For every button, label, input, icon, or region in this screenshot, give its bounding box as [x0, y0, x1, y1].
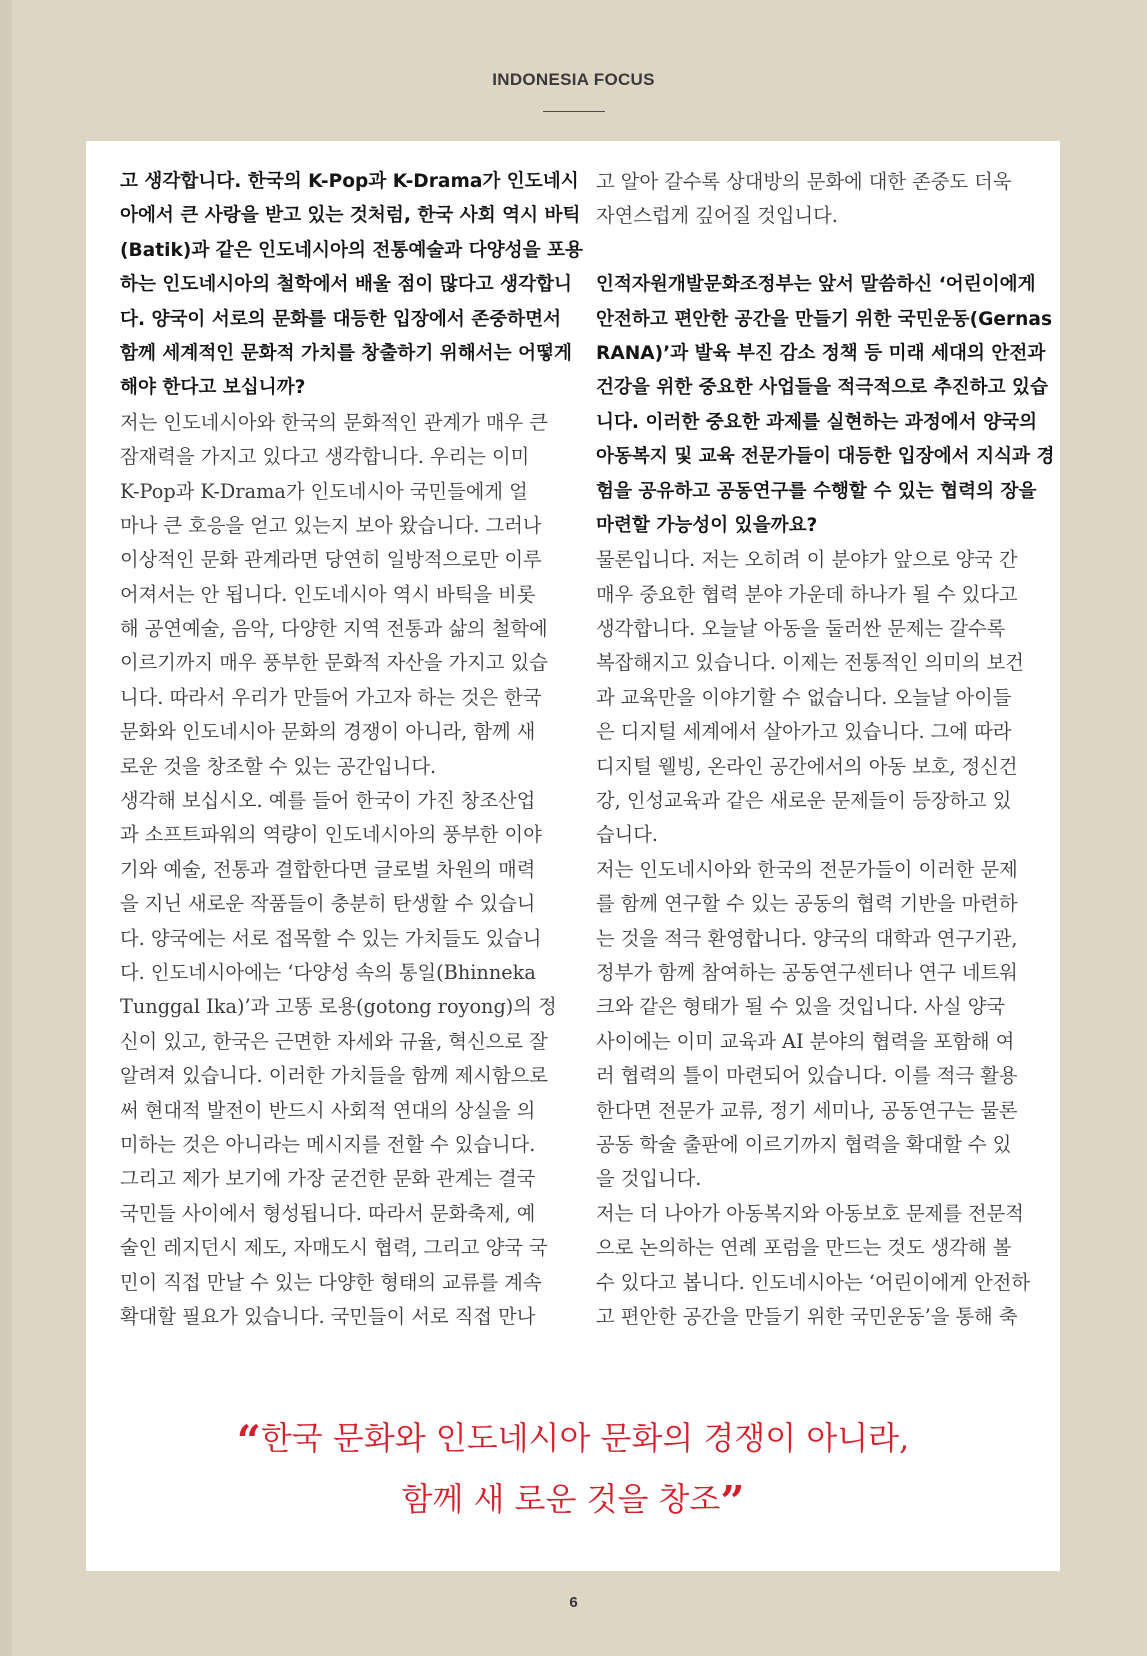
answer-line: K-Pop과 K-Drama가 인도네시아 국민들에게 얼 — [120, 479, 528, 503]
answer-line: 을 것입니다. — [596, 1167, 702, 1191]
article-sheet — [86, 141, 1060, 1571]
question-line: 건강을 위한 중요한 사업들을 적극적으로 추진하고 있습 — [596, 377, 1048, 399]
answer-line: 으로 논의하는 연례 포럼을 만드는 것도 생각해 볼 — [596, 1236, 1012, 1260]
answer-line: 써 현대적 발전이 반드시 사회적 연대의 상실을 의 — [120, 1098, 536, 1122]
answer-line: 신이 있고, 한국은 근면한 자세와 규율, 혁신으로 잘 — [120, 1029, 548, 1053]
answer-line: 생각해 보십시오. 예를 들어 한국이 가진 창조산업 — [120, 789, 536, 813]
question-line: 함께 세계적인 문화적 가치를 창출하기 위해서는 어떻게 — [120, 342, 572, 364]
question-line: 안전하고 편안한 공간을 만들기 위한 국민운동(Gernas — [596, 308, 1053, 330]
answer-line: 문화와 인도네시아 문화의 경쟁이 아니라, 함께 새 — [120, 720, 536, 744]
question-line: 고 생각합니다. 한국의 K-Pop과 K-Drama가 인도네시 — [120, 171, 579, 192]
answer-line: 습니다. — [596, 823, 659, 847]
pull-quote-text-2: 함께 새 로운 것을 창조 — [401, 1480, 721, 1518]
pull-quote-line-1 — [86, 1409, 1060, 1470]
answer-line: 이르기까지 매우 풍부한 문화적 자산을 가지고 있습 — [120, 651, 548, 675]
answer-line: 강, 인성교육과 같은 새로운 문제들이 등장하고 있 — [596, 789, 1012, 813]
answer-line: 매우 중요한 협력 분야 가운데 하나가 될 수 있다고 — [596, 582, 1018, 606]
answer-line: 디지털 웰빙, 온라인 공간에서의 아동 보호, 정신건 — [596, 754, 1018, 778]
answer-line: 해 공연예술, 음악, 다양한 지역 전통과 삶의 철학에 — [120, 617, 548, 641]
page-number: 6 — [569, 1594, 578, 1611]
question-line: 아에서 큰 사랑을 받고 있는 것처럼, 한국 사회 역시 바틱 — [120, 205, 581, 227]
answer-line: 과 교육만을 이야기할 수 없습니다. 오늘날 아이들 — [596, 685, 1012, 709]
answer-line: 를 함께 연구할 수 있는 공동의 협력 기반을 마련하 — [596, 892, 1018, 916]
answer-line: 러 협력의 틀이 마련되어 있습니다. 이를 적극 활용 — [596, 1064, 1018, 1088]
answer-line: 크와 같은 형태가 될 수 있을 것입니다. 사실 양국 — [596, 995, 1006, 1019]
question-line: 다. 양국이 서로의 문화를 대등한 입장에서 존중하면서 — [120, 308, 562, 330]
answer-line: 정부가 함께 참여하는 공동연구센터나 연구 네트워 — [596, 960, 1018, 984]
answer-line: 잠재력을 가지고 있다고 생각합니다. 우리는 이미 — [120, 445, 530, 469]
right-column — [596, 165, 1055, 1334]
header-rule — [543, 111, 605, 112]
answer-line: 국민들 사이에서 형성됩니다. 따라서 문화축제, 예 — [120, 1201, 536, 1225]
question-line: (Batik)과 같은 인도네시아의 전통예술과 다양성을 포용 — [120, 239, 583, 261]
question-line: 아동복지 및 교육 전문가들이 대등한 입장에서 지식과 경 — [596, 446, 1055, 468]
answer-line: 한다면 전문가 교류, 정기 세미나, 공동연구는 물론 — [596, 1098, 1018, 1122]
question-line: 인적자원개발문화조정부는 앞서 말씀하신 ‘어린이에게 — [596, 274, 1036, 296]
answer-line: 저는 더 나아가 아동복지와 아동보호 문제를 전문적 — [596, 1201, 1024, 1225]
answer-line: 로운 것을 창조할 수 있는 공간입니다. — [120, 754, 437, 778]
answer-line: 미하는 것은 아니라는 메시지를 전할 수 있습니다. — [120, 1132, 536, 1156]
answer-line: 그리고 제가 보기에 가장 굳건한 문화 관계는 결국 — [120, 1167, 536, 1191]
pull-quote-line-2 — [86, 1470, 1060, 1531]
answer-line: 민이 직접 만날 수 있는 다양한 형태의 교류를 계속 — [120, 1270, 542, 1294]
answer-line: 생각합니다. 오늘날 아동을 둘러싼 문제는 갈수록 — [596, 617, 1006, 641]
answer-line: 수 있다고 봅니다. 인도네시아는 ‘어린이에게 안전하 — [596, 1270, 1031, 1294]
answer-line: 고 알아 갈수록 상대방의 문화에 대한 존중도 더욱 — [596, 170, 1012, 193]
answer-line: 사이에는 이미 교육과 AI 분야의 협력을 포함해 여 — [596, 1029, 1015, 1053]
pull-quote-text-1: 한국 문화와 인도네시아 문화의 경쟁이 아니라, — [260, 1419, 910, 1457]
paragraph-gap — [596, 234, 1028, 268]
open-quote-icon: “ — [236, 1416, 261, 1465]
answer-line: 저는 인도네시아와 한국의 문화적인 관계가 매우 큰 — [120, 410, 548, 434]
answer-line: 은 디지털 세계에서 살아가고 있습니다. 그에 따라 — [596, 720, 1012, 744]
answer-line: 물론입니다. 저는 오히려 이 분야가 앞으로 양국 간 — [596, 548, 1018, 572]
answer-line: 는 것을 적극 환영합니다. 양국의 대학과 연구기관, — [596, 926, 1018, 950]
answer-line: 기와 예술, 전통과 결합한다면 글로벌 차원의 매력 — [120, 857, 536, 881]
answer-line: 마나 큰 호응을 얻고 있는지 보아 왔습니다. 그러나 — [120, 513, 542, 537]
answer-line: 어져서는 안 됩니다. 인도네시아 역시 바틱을 비롯 — [120, 582, 536, 606]
running-header: INDONESIA FOCUS — [492, 70, 655, 89]
close-quote-icon: ” — [720, 1477, 745, 1526]
answer-line: 다. 양국에는 서로 접목할 수 있는 가치들도 있습니 — [120, 926, 542, 950]
answer-line: 자연스럽게 깊어질 것입니다. — [596, 204, 838, 228]
answer-line: 술인 레지던시 제도, 자매도시 협력, 그리고 양국 국 — [120, 1236, 548, 1260]
answer-line: 과 소프트파워의 역량이 인도네시아의 풍부한 이야 — [120, 823, 542, 847]
answer-line: 니다. 따라서 우리가 만들어 가고자 하는 것은 한국 — [120, 685, 542, 709]
question-line: RANA)’과 발육 부진 감소 정책 등 미래 세대의 안전과 — [596, 342, 1046, 364]
answer-line: 이상적인 문화 관계라면 당연히 일방적으로만 이루 — [120, 548, 542, 572]
answer-line: 저는 인도네시아와 한국의 전문가들이 이러한 문제 — [596, 857, 1018, 881]
question-line: 험을 공유하고 공동연구를 수행할 수 있는 협력의 장을 — [596, 480, 1037, 502]
answer-line: 알려져 있습니다. 이러한 가치들을 함께 제시함으로 — [120, 1064, 548, 1088]
answer-line: 을 지닌 새로운 작품들이 충분히 탄생할 수 있습니 — [120, 892, 536, 916]
pull-quote — [86, 1409, 1060, 1531]
question-line: 니다. 이러한 중요한 과제를 실현하는 과정에서 양국의 — [596, 411, 1038, 433]
question-line: 하는 인도네시아의 철학에서 배울 점이 많다고 생각합니 — [120, 274, 572, 296]
page-edge — [0, 0, 12, 1656]
answer-line: 다. 인도네시아에는 ‘다양성 속의 통일(Bhinneka — [120, 960, 536, 984]
answer-line: Tunggal Ika)’과 고똥 로용(gotong royong)의 정 — [120, 995, 557, 1019]
question-line: 해야 한다고 보십니까? — [120, 377, 306, 399]
answer-line: 복잡해지고 있습니다. 이제는 전통적인 의미의 보건 — [596, 651, 1024, 675]
answer-line: 공동 학술 출판에 이르기까지 협력을 확대할 수 있 — [596, 1132, 1012, 1156]
answer-line: 고 편안한 공간을 만들기 위한 국민운동’을 통해 축 — [596, 1304, 1018, 1328]
question-line: 마련할 가능성이 있을까요? — [596, 514, 818, 536]
answer-line: 확대할 필요가 있습니다. 국민들이 서로 직접 만나 — [120, 1304, 536, 1328]
left-column — [120, 165, 583, 1334]
